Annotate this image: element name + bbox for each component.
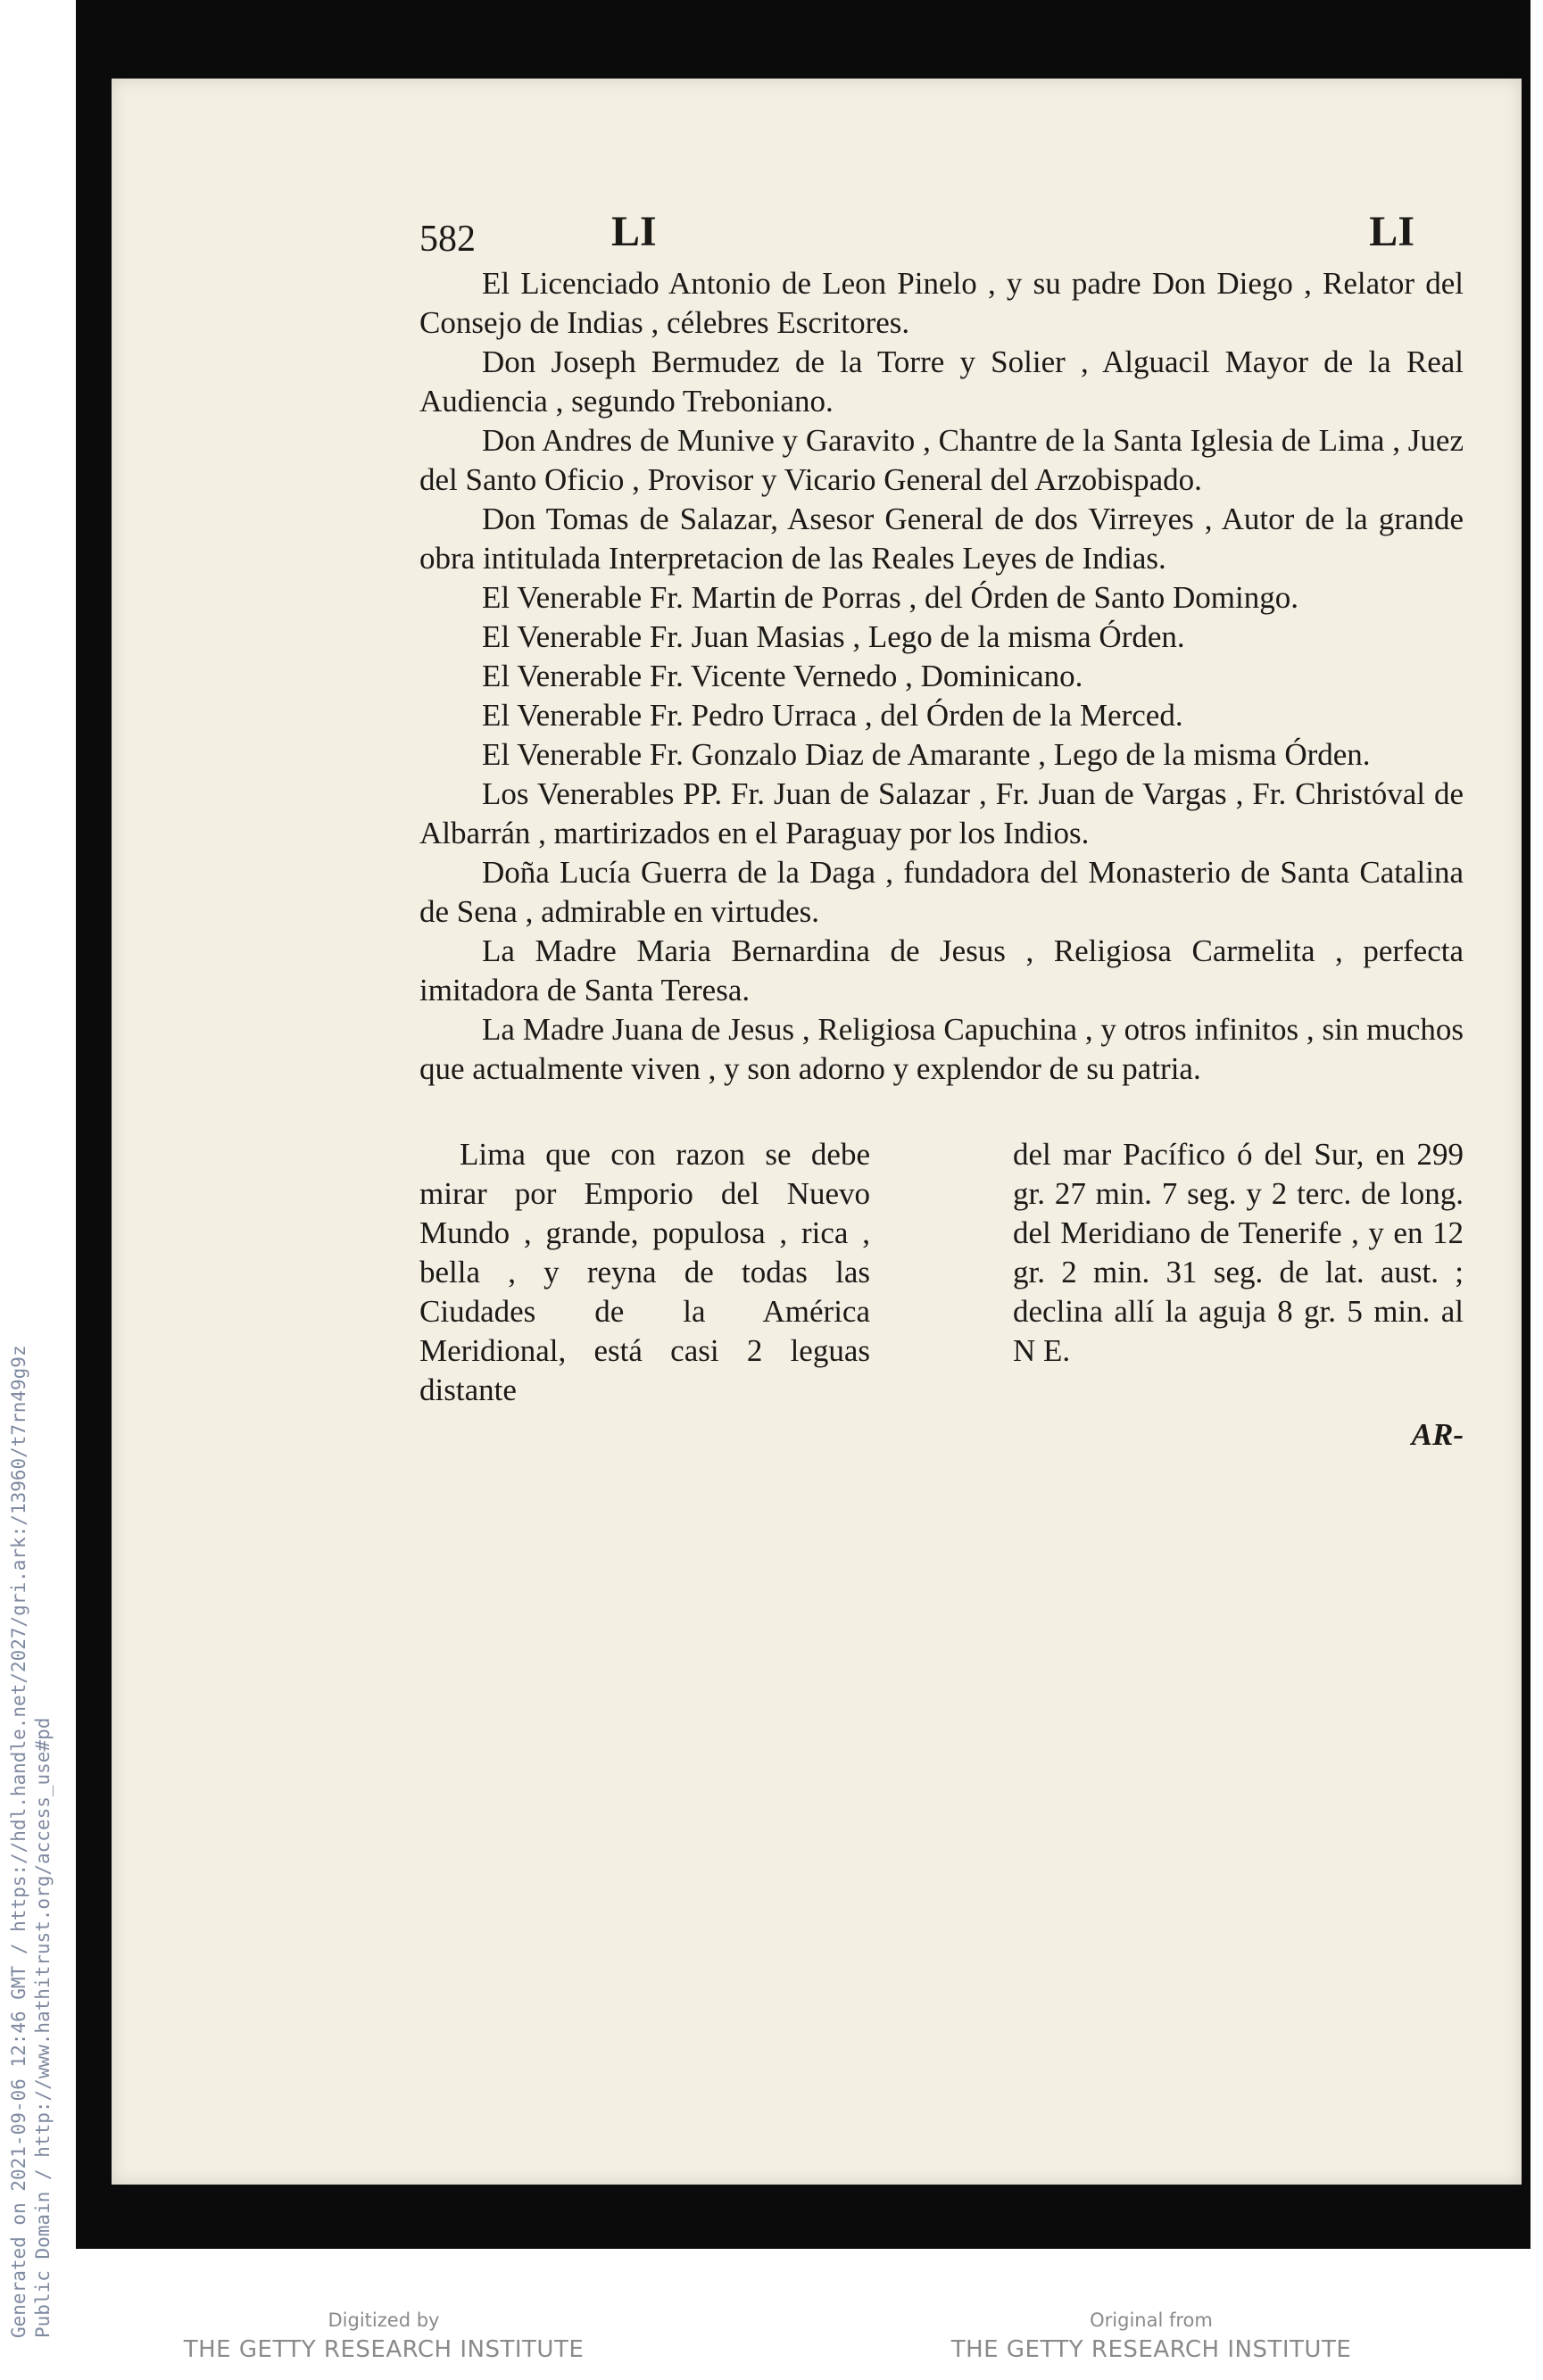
catchword: AR- xyxy=(1411,1417,1464,1452)
lima-section xyxy=(419,1135,1464,1410)
original-from-block xyxy=(919,2310,1383,2363)
entry-paragraph: Don Tomas de Salazar, Asesor General de dos Virreyes , Autor de la grande obra intitulada Interpretacion de las Reales Leyes de Indias. xyxy=(419,502,1464,576)
entry-paragraph: El Venerable Fr. Martin de Porras , del Órden de Santo Domingo. xyxy=(482,580,1299,615)
running-head-left: LI xyxy=(611,208,657,255)
stamp-line-2: Public Domain / http://www.hathitrust.org/access_use#pd xyxy=(32,1717,54,2338)
entries-list xyxy=(419,264,1464,1089)
entry-paragraph: El Venerable Fr. Gonzalo Diaz de Amarante , Lego de la misma Órden. xyxy=(482,737,1371,772)
entry-paragraph: Don Joseph Bermudez de la Torre y Solier , Alguacil Mayor de la Real Audiencia , segundo Treboniano. xyxy=(419,344,1464,419)
digitized-by-block xyxy=(152,2310,616,2363)
lima-right-column xyxy=(1013,1135,1464,1410)
entry-paragraph: El Licenciado Antonio de Leon Pinelo , y su padre Don Diego , Relator del Consejo de Indias , célebres Escritores. xyxy=(419,266,1464,340)
digitized-by-institution: THE GETTY RESEARCH INSTITUTE xyxy=(183,2336,585,2363)
digitized-by-label: Digitized by xyxy=(328,2310,440,2331)
entry-paragraph: El Venerable Fr. Juan Masias , Lego de la misma Órden. xyxy=(482,619,1185,654)
entry-paragraph: La Madre Juana de Jesus , Religiosa Capuchina , y otros infinitos , sin muchos que actualmente viven , y son adorno y explendor de su patria. xyxy=(419,1012,1464,1086)
original-from-label: Original from xyxy=(1090,2310,1213,2331)
page-number: 582 xyxy=(419,219,476,260)
page-header xyxy=(419,208,1464,264)
entry-paragraph: Doña Lucía Guerra de la Daga , fundadora del Monasterio de Santa Catalina de Sena , admirable en virtudes. xyxy=(419,855,1464,929)
entry-paragraph: Los Venerables PP. Fr. Juan de Salazar , Fr. Juan de Vargas , Fr. Christóval de Albarrán , martirizados en el Paraguay por los Indios. xyxy=(419,776,1464,850)
running-head-right: LI xyxy=(1369,208,1414,255)
entry-paragraph: La Madre Maria Bernardina de Jesus , Religiosa Carmelita , perfecta imitadora de Santa Teresa. xyxy=(419,933,1464,1008)
book-page xyxy=(112,79,1522,2185)
lima-left-text: Lima que con razon se debe mirar por Emporio del Nuevo Mundo , grande, populosa , rica , bella , y reyna de todas las Ciudades de la América Meridional, está casi 2 leguas distante xyxy=(419,1137,870,1407)
generation-stamp xyxy=(7,1345,55,2338)
stamp-line-1: Generated on 2021-09-06 12:46 GMT / https://hdl.handle.net/2027/gri.ark:/13960/t7rn49g9z xyxy=(8,1345,29,2338)
page-content xyxy=(419,208,1464,1455)
entry-paragraph: El Venerable Fr. Vicente Vernedo , Dominicano. xyxy=(482,659,1083,693)
lima-left-column xyxy=(419,1135,870,1410)
entry-paragraph: Don Andres de Munive y Garavito , Chantre de la Santa Iglesia de Lima , Juez del Santo Oficio , Provisor y Vicario General del Arzobispado. xyxy=(419,423,1464,497)
entry-paragraph: El Venerable Fr. Pedro Urraca , del Órden de la Merced. xyxy=(482,698,1183,733)
original-from-institution: THE GETTY RESEARCH INSTITUTE xyxy=(950,2336,1352,2363)
lima-right-text: del mar Pacífico ó del Sur, en 299 gr. 27 min. 7 seg. y 2 terc. de long. del Meridiano de Tenerife , y en 12 gr. 2 min. 31 seg. de lat. aust. ; declina allí la aguja 8 gr. 5 min. al N E. xyxy=(1013,1137,1464,1368)
